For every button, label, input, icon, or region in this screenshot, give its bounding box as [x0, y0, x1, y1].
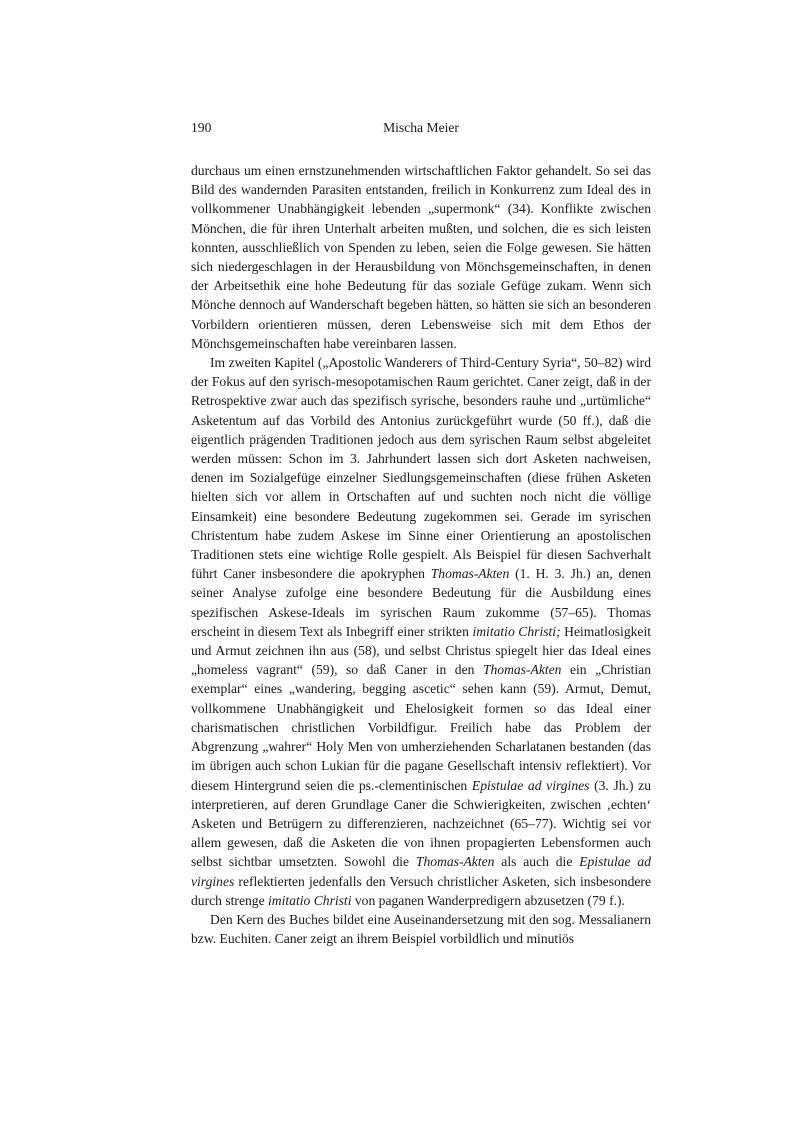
emphasis-thomas-akten: Thomas-Akten: [430, 566, 510, 582]
paragraph-2-text-5: (3. Jh.) zu interpretieren, auf deren Grundlage Caner die Schwierigkeiten, zwischen ‚echten‘ Asketen und Betrügern zu differenzieren, nachzeichnet (65–77). Wichtig sei vor allem gewesen, daß die Asketen die von ihnen propagierten Lebensformen auch selbst sichtbar umsetzten. Sowohl die: [191, 777, 652, 870]
paragraph-2-text-4: ein „Christian exemplar“ eines „wandering, begging ascetic“ sehen kann (59). Armut, Demut, vollkommene Unabhängigkeit und Ehelosigkeit formen so das Ideal einer charismatischen christlichen Vorbildfigur. Freilich habe das Problem der Abgrenzung „wahrer“ Holy Men von umherziehenden Scharlatanen bestanden (das im übrigen auch schon Lukian für die pagane Gesellschaft intensiv reflektiert). Vor diesem Hintergrund seien die ps.-clementinischen: [191, 662, 651, 793]
emphasis-imitatio-christi: imitatio Christi: [268, 892, 352, 908]
paragraph-2-text-6: als auch die: [494, 854, 580, 870]
paragraph-1: durchaus um einen ernstzunehmenden wirtschaftlichen Faktor gehandelt. So sei das Bild des wandernden Parasiten entstanden, freilich in Konkurrenz zum Ideal des in vollkommener Unabhängigkeit lebenden „supermonk“ (34). Konflikte zwischen Mönchen, die für ihren Unterhalt arbeiten mußten, und solchen, die es sich leisten konnten, ausschließlich von Spenden zu leben, seien die Folge gewesen. Sie hätten sich niedergeschlagen in der Herausbildung von Mönchsgemeinschaften, in denen der Arbeitsethik eine hohe Bedeutung für das soziale Gefüge zukam. Wenn sich Mönche dennoch auf Wanderschaft begeben hätten, so hätten sie sich an besonderen Vorbildern orientieren müssen, deren Lebensweise sich mit dem Ethos der Mönchsgemeinschaften habe vereinbaren lassen.: [191, 163, 651, 351]
emphasis-imitatio-christi: imitatio Christi;: [472, 623, 561, 639]
emphasis-thomas-akten: Thomas-Akten: [482, 662, 562, 678]
emphasis-thomas-akten: Thomas-Akten: [415, 854, 495, 870]
paragraph-2-text-2: (1. H. 3. Jh.) an, denen seiner Analyse zufolge eine besondere Bedeutung für die Ausbildung eines spezifischen Askese-Ideals im syrischen Raum zukomme (57–65). Thomas erscheint in diesem Text als Inbegriff einer strikten: [191, 566, 651, 639]
paragraph-2-text-3: Heimatlosigkeit und Armut zeichnen ihn aus (58), und selbst Christus spiegelt hier das Ideal eines „homeless vagrant“ (59), so daß Caner in den: [191, 623, 652, 678]
paragraph-2-text-8: von paganen Wanderpredigern abzusetzen (79 f.).: [351, 892, 625, 908]
paragraph-3: Den Kern des Buches bildet eine Auseinandersetzung mit den sog. Messalianern bzw. Euchiten. Caner zeigt an ihrem Beispiel vorbildlich und minutiös: [191, 911, 651, 947]
paragraph-2-text-1: Im zweiten Kapitel („Apostolic Wanderers of Third-Century Syria“, 50–82) wird der Fokus auf den syrisch-mesopotamischen Raum gerichtet. Caner zeigt, daß in der Retrospektive zwar auch das spezifisch syrische, besonders rauhe und „urtümliche“ Asketentum auf das Vorbild des Antonius zurückgeführt wurde (50 ff.), daß die eigentlich prägenden Traditionen jedoch aus dem syrischen Raum selbst abgeleitet werden müssen: Schon im 3. Jahrhundert lassen sich dort Asketen nachweisen, denen im Sozialgefüge einzelner Siedlungsgemeinschaften (diese frühen Asketen hielten sich vor allem in Ortschaften auf und suchten noch nicht die völlige Einsamkeit) eine besondere Bedeutung zugekommen sei. Gerade im syrischen Christentum habe zudem Askese im Sinne einer Orientierung an apostolischen Traditionen stets eine wichtige Rolle gespielt. Als Beispiel für diesen Sachverhalt führt Caner insbesondere die apokryphen: [191, 355, 651, 582]
page-header: [191, 118, 651, 138]
running-head: Mischa Meier: [383, 120, 459, 135]
emphasis-epistulae-ad-virgines: Epistulae ad virgines: [191, 854, 651, 889]
paragraph-2: [191, 353, 651, 910]
page-number: 190: [191, 120, 212, 135]
emphasis-epistulae-ad-virgines: Epistulae ad virgines: [471, 777, 590, 793]
page: [191, 118, 651, 948]
body-text: [191, 161, 651, 948]
paragraph-2-text-7: reflektierten jedenfalls den Versuch christlicher Asketen, sich insbesondere durch strenge: [191, 873, 651, 908]
